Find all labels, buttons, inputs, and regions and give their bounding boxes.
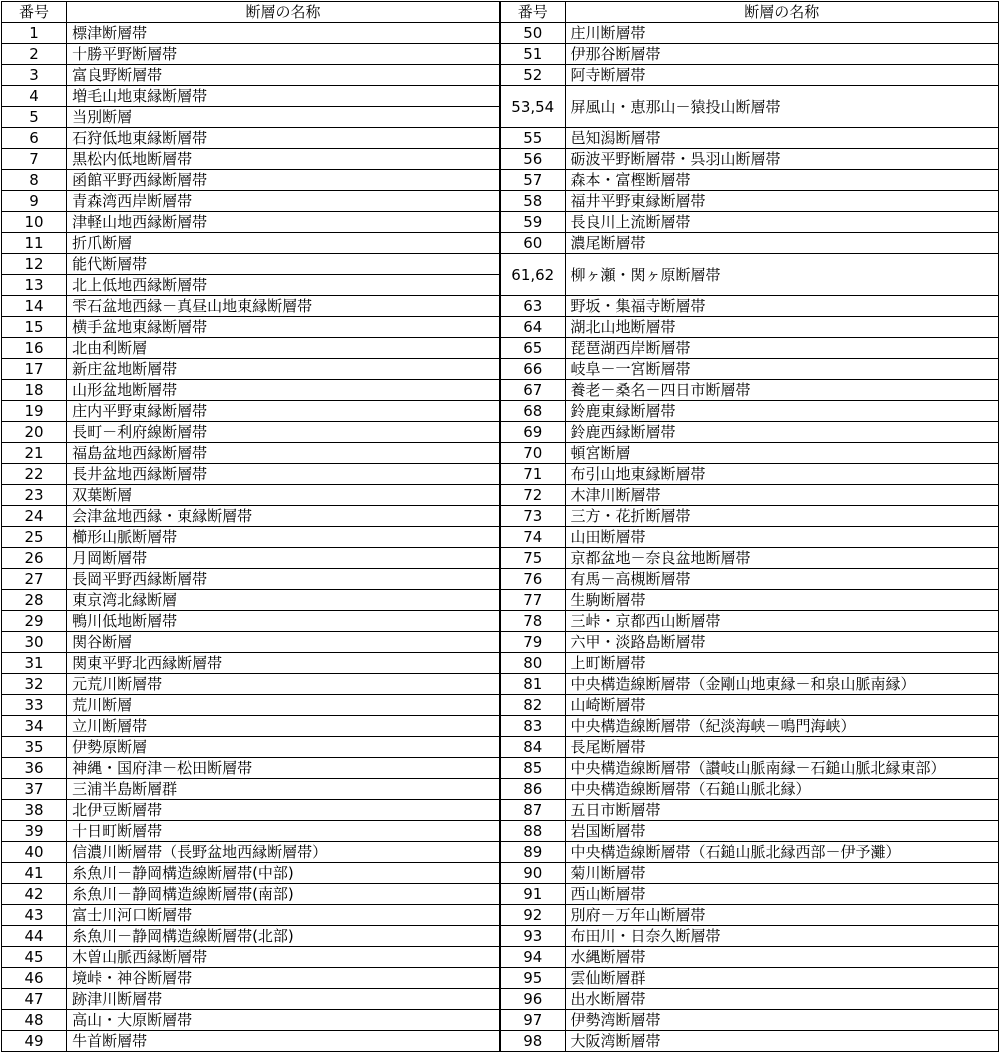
fault-name-cell: 増毛山地東縁断層帯 [67, 86, 500, 107]
fault-name-cell: 頓宮断層 [565, 443, 998, 464]
fault-name-cell: 津軽山地西縁断層帯 [67, 212, 500, 233]
fault-name-cell: 当別断層 [67, 107, 500, 128]
fault-number-cell: 10 [2, 212, 67, 233]
table-row [2, 254, 999, 275]
fault-number-cell: 47 [2, 989, 67, 1010]
fault-number-cell: 97 [500, 1010, 565, 1031]
fault-number-cell: 30 [2, 632, 67, 653]
fault-name-cell: 石狩低地東縁断層帯 [67, 128, 500, 149]
fault-name-cell: 伊勢原断層 [67, 737, 500, 758]
fault-name-cell: 出水断層帯 [565, 989, 998, 1010]
fault-number-cell: 17 [2, 359, 67, 380]
fault-number-cell: 87 [500, 800, 565, 821]
fault-number-cell: 83 [500, 716, 565, 737]
fault-number-cell: 3 [2, 65, 67, 86]
fault-number-cell: 18 [2, 380, 67, 401]
table-row [2, 170, 999, 191]
table-row [2, 800, 999, 821]
fault-name-cell: 長岡平野西縁断層帯 [67, 569, 500, 590]
fault-name-cell: 折爪断層 [67, 233, 500, 254]
table-row [2, 653, 999, 674]
fault-name-cell: 中央構造線断層帯（讃岐山脈南縁－石鎚山脈北縁東部） [565, 758, 998, 779]
fault-number-cell: 69 [500, 422, 565, 443]
fault-name-cell: 大阪湾断層帯 [565, 1031, 998, 1052]
fault-number-cell: 42 [2, 884, 67, 905]
table-row [2, 149, 999, 170]
fault-number-cell: 93 [500, 926, 565, 947]
table-row [2, 317, 999, 338]
fault-number-cell: 65 [500, 338, 565, 359]
header-row [2, 2, 999, 23]
fault-name-cell: 北上低地西縁断層帯 [67, 275, 500, 296]
table-row [2, 443, 999, 464]
fault-name-cell: 有馬－高槻断層帯 [565, 569, 998, 590]
fault-number-cell: 11 [2, 233, 67, 254]
fault-name-cell: 生駒断層帯 [565, 590, 998, 611]
fault-name-cell: 関東平野北西縁断層帯 [67, 653, 500, 674]
fault-name-cell: 関谷断層 [67, 632, 500, 653]
fault-name-cell: 糸魚川－静岡構造線断層帯(北部) [67, 926, 500, 947]
header-number-right: 番号 [500, 2, 565, 23]
fault-number-cell: 2 [2, 44, 67, 65]
table-row [2, 128, 999, 149]
table-row [2, 842, 999, 863]
fault-name-cell: 月岡断層帯 [67, 548, 500, 569]
fault-number-cell: 70 [500, 443, 565, 464]
fault-number-cell: 66 [500, 359, 565, 380]
table-row [2, 86, 999, 107]
table-row [2, 590, 999, 611]
fault-name-cell: 三峠・京都西山断層帯 [565, 611, 998, 632]
fault-name-cell: 荒川断層 [67, 695, 500, 716]
table-row [2, 611, 999, 632]
fault-number-cell: 64 [500, 317, 565, 338]
fault-number-cell: 43 [2, 905, 67, 926]
fault-number-cell: 67 [500, 380, 565, 401]
table-row [2, 821, 999, 842]
fault-name-cell: 森本・富樫断層帯 [565, 170, 998, 191]
fault-number-cell: 88 [500, 821, 565, 842]
fault-name-cell: 中央構造線断層帯（石鎚山脈北縁） [565, 779, 998, 800]
fault-number-cell: 32 [2, 674, 67, 695]
fault-name-cell: 富良野断層帯 [67, 65, 500, 86]
fault-name-cell: 高山・大原断層帯 [67, 1010, 500, 1031]
table-row [2, 989, 999, 1010]
table-row [2, 23, 999, 44]
table-row [2, 632, 999, 653]
fault-number-cell: 81 [500, 674, 565, 695]
fault-number-cell: 28 [2, 590, 67, 611]
fault-number-cell: 98 [500, 1031, 565, 1052]
fault-name-cell: 柳ヶ瀬・関ヶ原断層帯 [565, 254, 998, 296]
fault-name-cell: 京都盆地－奈良盆地断層帯 [565, 548, 998, 569]
fault-name-cell: 中央構造線断層帯（金剛山地東縁－和泉山脈南縁） [565, 674, 998, 695]
fault-number-cell: 48 [2, 1010, 67, 1031]
table-row [2, 44, 999, 65]
header-name-right: 断層の名称 [565, 2, 998, 23]
fault-number-cell: 49 [2, 1031, 67, 1052]
fault-number-cell: 36 [2, 758, 67, 779]
table-row [2, 548, 999, 569]
fault-name-cell: 能代断層帯 [67, 254, 500, 275]
table-row [2, 191, 999, 212]
fault-number-cell: 96 [500, 989, 565, 1010]
fault-name-cell: 屏風山・恵那山－猿投山断層帯 [565, 86, 998, 128]
fault-name-cell: 立川断層帯 [67, 716, 500, 737]
fault-name-cell: 福井平野東縁断層帯 [565, 191, 998, 212]
fault-number-cell: 25 [2, 527, 67, 548]
fault-name-cell: 上町断層帯 [565, 653, 998, 674]
fault-name-cell: 三方・花折断層帯 [565, 506, 998, 527]
fault-name-cell: 富士川河口断層帯 [67, 905, 500, 926]
fault-name-cell: 伊那谷断層帯 [565, 44, 998, 65]
fault-number-cell: 94 [500, 947, 565, 968]
fault-name-cell: 水縄断層帯 [565, 947, 998, 968]
fault-name-cell: 新庄盆地断層帯 [67, 359, 500, 380]
fault-number-cell: 38 [2, 800, 67, 821]
fault-number-cell: 80 [500, 653, 565, 674]
fault-number-cell: 8 [2, 170, 67, 191]
fault-number-cell: 24 [2, 506, 67, 527]
fault-name-cell: 横手盆地東縁断層帯 [67, 317, 500, 338]
fault-number-cell: 13 [2, 275, 67, 296]
table-row [2, 1010, 999, 1031]
fault-number-cell: 27 [2, 569, 67, 590]
fault-name-cell: 十日町断層帯 [67, 821, 500, 842]
fault-number-cell: 14 [2, 296, 67, 317]
fault-number-cell: 95 [500, 968, 565, 989]
fault-number-cell: 22 [2, 464, 67, 485]
fault-number-cell: 86 [500, 779, 565, 800]
table-row [2, 968, 999, 989]
fault-number-cell: 63 [500, 296, 565, 317]
fault-number-cell: 56 [500, 149, 565, 170]
fault-number-cell: 53,54 [500, 86, 565, 128]
fault-number-cell: 79 [500, 632, 565, 653]
fault-number-cell: 59 [500, 212, 565, 233]
fault-number-cell: 12 [2, 254, 67, 275]
fault-name-cell: 福島盆地西縁断層帯 [67, 443, 500, 464]
fault-name-cell: 北由利断層 [67, 338, 500, 359]
fault-number-cell: 20 [2, 422, 67, 443]
fault-name-cell: 双葉断層 [67, 485, 500, 506]
fault-number-cell: 61,62 [500, 254, 565, 296]
table-row [2, 716, 999, 737]
fault-name-cell: 砺波平野断層帯・呉羽山断層帯 [565, 149, 998, 170]
fault-name-cell: 長町－利府線断層帯 [67, 422, 500, 443]
fault-number-cell: 72 [500, 485, 565, 506]
fault-number-cell: 77 [500, 590, 565, 611]
table-body [2, 23, 999, 1052]
fault-name-cell: 長井盆地西縁断層帯 [67, 464, 500, 485]
fault-number-cell: 15 [2, 317, 67, 338]
fault-name-cell: 木津川断層帯 [565, 485, 998, 506]
fault-number-cell: 19 [2, 401, 67, 422]
table-row [2, 758, 999, 779]
fault-name-cell: 五日市断層帯 [565, 800, 998, 821]
fault-number-cell: 37 [2, 779, 67, 800]
fault-number-cell: 16 [2, 338, 67, 359]
table-row [2, 338, 999, 359]
fault-number-cell: 75 [500, 548, 565, 569]
table-row [2, 884, 999, 905]
table-row [2, 905, 999, 926]
fault-number-cell: 50 [500, 23, 565, 44]
fault-number-cell: 90 [500, 863, 565, 884]
fault-name-cell: 鴨川低地断層帯 [67, 611, 500, 632]
header-name-left: 断層の名称 [67, 2, 500, 23]
fault-name-cell: 西山断層帯 [565, 884, 998, 905]
fault-name-cell: 濃尾断層帯 [565, 233, 998, 254]
fault-number-cell: 34 [2, 716, 67, 737]
fault-name-cell: 長良川上流断層帯 [565, 212, 998, 233]
fault-name-cell: 鈴鹿東縁断層帯 [565, 401, 998, 422]
fault-number-cell: 76 [500, 569, 565, 590]
fault-name-cell: 岩国断層帯 [565, 821, 998, 842]
fault-name-cell: 信濃川断層帯（長野盆地西縁断層帯） [67, 842, 500, 863]
table-row [2, 926, 999, 947]
fault-name-cell: 庄川断層帯 [565, 23, 998, 44]
fault-number-cell: 31 [2, 653, 67, 674]
table-row [2, 779, 999, 800]
fault-table [1, 1, 999, 1052]
fault-name-cell: 神縄・国府津－松田断層帯 [67, 758, 500, 779]
fault-name-cell: 布引山地東縁断層帯 [565, 464, 998, 485]
fault-name-cell: 布田川・日奈久断層帯 [565, 926, 998, 947]
fault-number-cell: 26 [2, 548, 67, 569]
fault-name-cell: 木曽山脈西縁断層帯 [67, 947, 500, 968]
fault-number-cell: 35 [2, 737, 67, 758]
fault-number-cell: 57 [500, 170, 565, 191]
header-number-left: 番号 [2, 2, 67, 23]
fault-number-cell: 92 [500, 905, 565, 926]
fault-name-cell: 十勝平野断層帯 [67, 44, 500, 65]
fault-number-cell: 4 [2, 86, 67, 107]
fault-name-cell: 山崎断層帯 [565, 695, 998, 716]
fault-name-cell: 琵琶湖西岸断層帯 [565, 338, 998, 359]
fault-number-cell: 84 [500, 737, 565, 758]
fault-number-cell: 44 [2, 926, 67, 947]
fault-name-cell: 山田断層帯 [565, 527, 998, 548]
fault-number-cell: 29 [2, 611, 67, 632]
fault-number-cell: 33 [2, 695, 67, 716]
fault-name-cell: 中央構造線断層帯（石鎚山脈北縁西部－伊予灘） [565, 842, 998, 863]
table-row [2, 506, 999, 527]
fault-name-cell: 鈴鹿西縁断層帯 [565, 422, 998, 443]
fault-name-cell: 庄内平野東縁断層帯 [67, 401, 500, 422]
fault-number-cell: 52 [500, 65, 565, 86]
fault-number-cell: 45 [2, 947, 67, 968]
fault-name-cell: 標津断層帯 [67, 23, 500, 44]
fault-name-cell: 阿寺断層帯 [565, 65, 998, 86]
fault-number-cell: 46 [2, 968, 67, 989]
fault-name-cell: 牛首断層帯 [67, 1031, 500, 1052]
fault-number-cell: 74 [500, 527, 565, 548]
fault-name-cell: 青森湾西岸断層帯 [67, 191, 500, 212]
fault-number-cell: 89 [500, 842, 565, 863]
fault-number-cell: 60 [500, 233, 565, 254]
table-row [2, 359, 999, 380]
fault-name-cell: 糸魚川－静岡構造線断層帯(中部) [67, 863, 500, 884]
fault-name-cell: 雲仙断層群 [565, 968, 998, 989]
fault-number-cell: 7 [2, 149, 67, 170]
fault-name-cell: 菊川断層帯 [565, 863, 998, 884]
fault-name-cell: 中央構造線断層帯（紀淡海峡－鳴門海峡） [565, 716, 998, 737]
fault-number-cell: 5 [2, 107, 67, 128]
table-row [2, 737, 999, 758]
fault-name-cell: 黒松内低地断層帯 [67, 149, 500, 170]
fault-number-cell: 51 [500, 44, 565, 65]
fault-number-cell: 40 [2, 842, 67, 863]
table-row [2, 695, 999, 716]
fault-name-cell: 別府－万年山断層帯 [565, 905, 998, 926]
fault-name-cell: 長尾断層帯 [565, 737, 998, 758]
fault-number-cell: 23 [2, 485, 67, 506]
fault-number-cell: 71 [500, 464, 565, 485]
fault-number-cell: 39 [2, 821, 67, 842]
fault-name-cell: 山形盆地断層帯 [67, 380, 500, 401]
table-row [2, 380, 999, 401]
table-row [2, 527, 999, 548]
table-row [2, 212, 999, 233]
fault-number-cell: 41 [2, 863, 67, 884]
fault-name-cell: 湖北山地断層帯 [565, 317, 998, 338]
table-row [2, 65, 999, 86]
fault-name-cell: 函館平野西縁断層帯 [67, 170, 500, 191]
fault-name-cell: 伊勢湾断層帯 [565, 1010, 998, 1031]
table-row [2, 947, 999, 968]
fault-number-cell: 85 [500, 758, 565, 779]
table-row [2, 464, 999, 485]
table-row [2, 233, 999, 254]
fault-name-cell: 北伊豆断層帯 [67, 800, 500, 821]
fault-number-cell: 6 [2, 128, 67, 149]
fault-name-cell: 岐阜－一宮断層帯 [565, 359, 998, 380]
fault-name-cell: 野坂・集福寺断層帯 [565, 296, 998, 317]
fault-name-cell: 櫛形山脈断層帯 [67, 527, 500, 548]
table-row [2, 569, 999, 590]
table-row [2, 422, 999, 443]
fault-name-cell: 六甲・淡路島断層帯 [565, 632, 998, 653]
fault-number-cell: 1 [2, 23, 67, 44]
fault-name-cell: 糸魚川－静岡構造線断層帯(南部) [67, 884, 500, 905]
table-row [2, 674, 999, 695]
fault-name-cell: 雫石盆地西縁－真昼山地東縁断層帯 [67, 296, 500, 317]
fault-number-cell: 9 [2, 191, 67, 212]
table-row [2, 485, 999, 506]
fault-number-cell: 21 [2, 443, 67, 464]
fault-name-cell: 境峠・神谷断層帯 [67, 968, 500, 989]
table-row [2, 863, 999, 884]
fault-number-cell: 58 [500, 191, 565, 212]
table-row [2, 1031, 999, 1052]
fault-name-cell: 跡津川断層帯 [67, 989, 500, 1010]
fault-name-cell: 会津盆地西縁・東縁断層帯 [67, 506, 500, 527]
fault-number-cell: 78 [500, 611, 565, 632]
fault-number-cell: 68 [500, 401, 565, 422]
fault-name-cell: 三浦半島断層群 [67, 779, 500, 800]
fault-name-cell: 元荒川断層帯 [67, 674, 500, 695]
table-row [2, 296, 999, 317]
fault-name-cell: 東京湾北縁断層 [67, 590, 500, 611]
fault-number-cell: 82 [500, 695, 565, 716]
fault-number-cell: 91 [500, 884, 565, 905]
fault-number-cell: 55 [500, 128, 565, 149]
table-row [2, 401, 999, 422]
fault-name-cell: 養老－桑名－四日市断層帯 [565, 380, 998, 401]
fault-name-cell: 邑知潟断層帯 [565, 128, 998, 149]
fault-number-cell: 73 [500, 506, 565, 527]
